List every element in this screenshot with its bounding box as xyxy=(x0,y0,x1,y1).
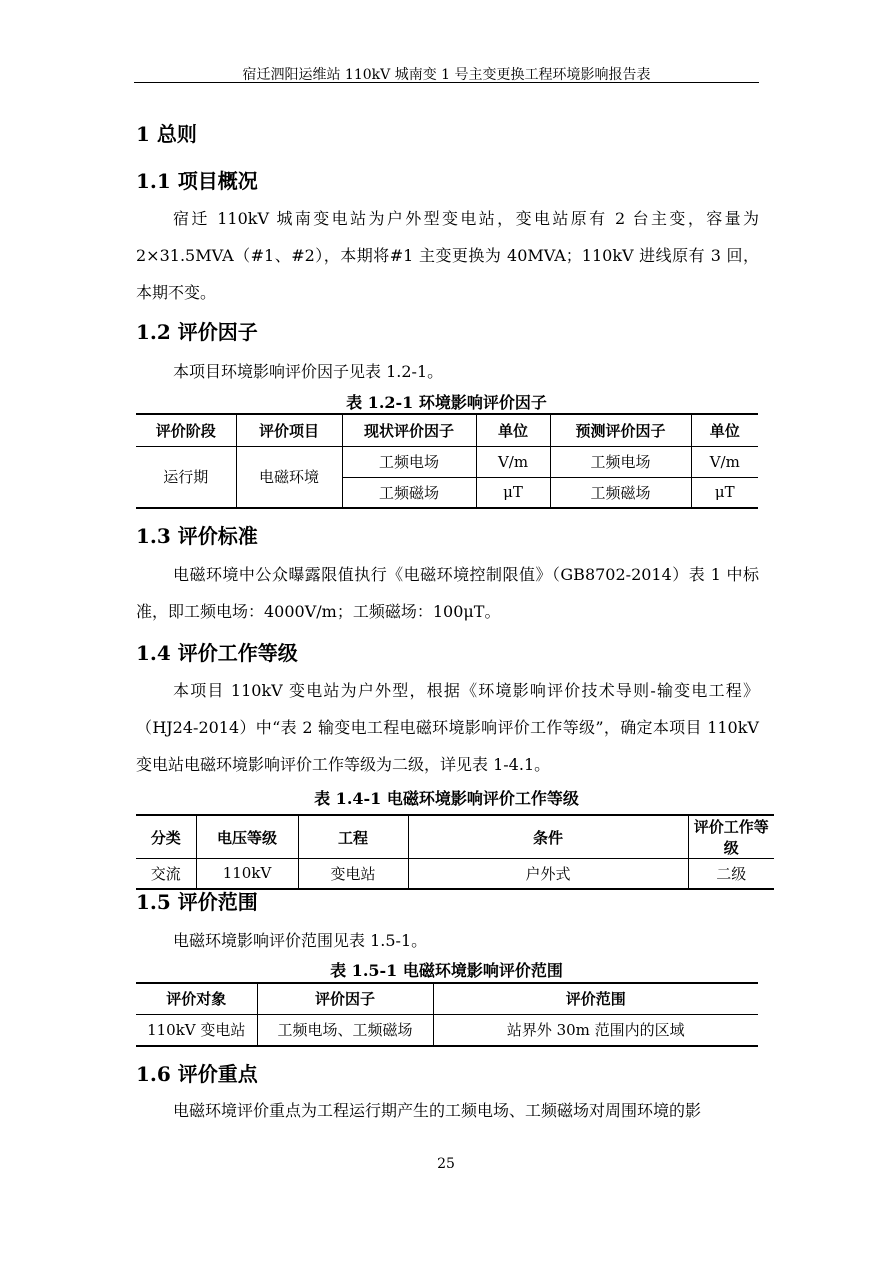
table-header-cell: 评价因子 xyxy=(257,983,433,1014)
table-caption-1-5-1: 表 1.5-1 电磁环境影响评价范围 xyxy=(330,961,563,980)
table-header-cell: 评价对象 xyxy=(136,983,257,1014)
table-cell: 工频磁场 xyxy=(342,477,476,508)
table-cell: 110kV 变电站 xyxy=(136,1014,257,1046)
paragraph-1-2: 本项目环境影响评价因子见表 1.2-1。 xyxy=(173,362,444,381)
table-evaluation-grade xyxy=(136,814,774,890)
section-heading-1-1: 1.1 项目概况 xyxy=(136,169,258,193)
table-cell: V/m xyxy=(691,446,758,477)
table-header-cell: 工程 xyxy=(298,815,408,859)
table-header-cell: 评价工作等级 xyxy=(688,815,774,859)
table-header-cell: 评价阶段 xyxy=(136,414,236,446)
page-number: 25 xyxy=(437,1156,455,1172)
section-heading-1-6: 1.6 评价重点 xyxy=(136,1062,258,1086)
table-cell: 工频电场、工频磁场 xyxy=(257,1014,433,1046)
section-heading-1-3: 1.3 评价标准 xyxy=(136,524,258,548)
table-cell: 110kV xyxy=(196,859,298,889)
table-caption-1-4-1: 表 1.4-1 电磁环境影响评价工作等级 xyxy=(314,789,579,808)
paragraph-1-5: 电磁环境影响评价范围见表 1.5-1。 xyxy=(173,931,428,950)
paragraph-1-1: 宿迁 110kV 城南变电站为户外型变电站，变电站原有 2 台主变，容量为2×31.5MVA（#1、#2），本期将#1 主变更换为 40MVA；110kV 进线原有 3 回，本期不变。 xyxy=(136,209,759,302)
table-caption-1-2-1: 表 1.2-1 环境影响评价因子 xyxy=(346,393,547,412)
table-evaluation-scope xyxy=(136,982,758,1047)
table-cell: 工频电场 xyxy=(550,446,691,477)
table-cell: 户外式 xyxy=(408,859,688,889)
section-heading-1-4: 1.4 评价工作等级 xyxy=(136,641,298,665)
table-cell-item: 电磁环境 xyxy=(236,446,342,508)
section-heading-1: 1 总则 xyxy=(136,122,197,146)
table-header-cell: 预测评价因子 xyxy=(550,414,691,446)
table-cell: μT xyxy=(476,477,550,508)
table-cell: μT xyxy=(691,477,758,508)
table-cell: 变电站 xyxy=(298,859,408,889)
table-cell: 工频磁场 xyxy=(550,477,691,508)
section-heading-1-2: 1.2 评价因子 xyxy=(136,320,258,344)
section-heading-1-5: 1.5 评价范围 xyxy=(136,890,258,914)
table-header-cell: 电压等级 xyxy=(196,815,298,859)
table-cell: 交流 xyxy=(136,859,196,889)
paragraph-1-4: 本项目 110kV 变电站为户外型，根据《环境影响评价技术导则-输变电工程》（HJ24-2014）中“表 2 输变电工程电磁环境影响评价工作等级”，确定本项目 110kV 变电站电磁环境影响评价工作等级为二级，详见表 1-4.1。 xyxy=(136,681,759,774)
table-cell: V/m xyxy=(476,446,550,477)
table-cell: 站界外 30m 范围内的区域 xyxy=(433,1014,758,1046)
table-header-cell: 分类 xyxy=(136,815,196,859)
paragraph-1-6: 电磁环境评价重点为工程运行期产生的工频电场、工频磁场对周围环境的影 xyxy=(173,1101,702,1120)
table-header-cell: 现状评价因子 xyxy=(342,414,476,446)
paragraph-1-3: 电磁环境中公众曝露限值执行《电磁环境控制限值》（GB8702-2014）表 1 中标准，即工频电场：4000V/m；工频磁场：100μT。 xyxy=(136,565,759,621)
header-rule xyxy=(134,82,759,83)
table-header-cell: 单位 xyxy=(476,414,550,446)
running-header: 宿迁泗阳运维站 110kV 城南变 1 号主变更换工程环境影响报告表 xyxy=(242,67,651,83)
table-header-cell: 条件 xyxy=(408,815,688,859)
table-cell: 二级 xyxy=(688,859,774,889)
table-cell-stage: 运行期 xyxy=(136,446,236,508)
table-header-cell: 评价范围 xyxy=(433,983,758,1014)
table-header-cell: 评价项目 xyxy=(236,414,342,446)
table-cell: 工频电场 xyxy=(342,446,476,477)
table-evaluation-factors xyxy=(136,413,758,509)
table-header-cell: 单位 xyxy=(691,414,758,446)
